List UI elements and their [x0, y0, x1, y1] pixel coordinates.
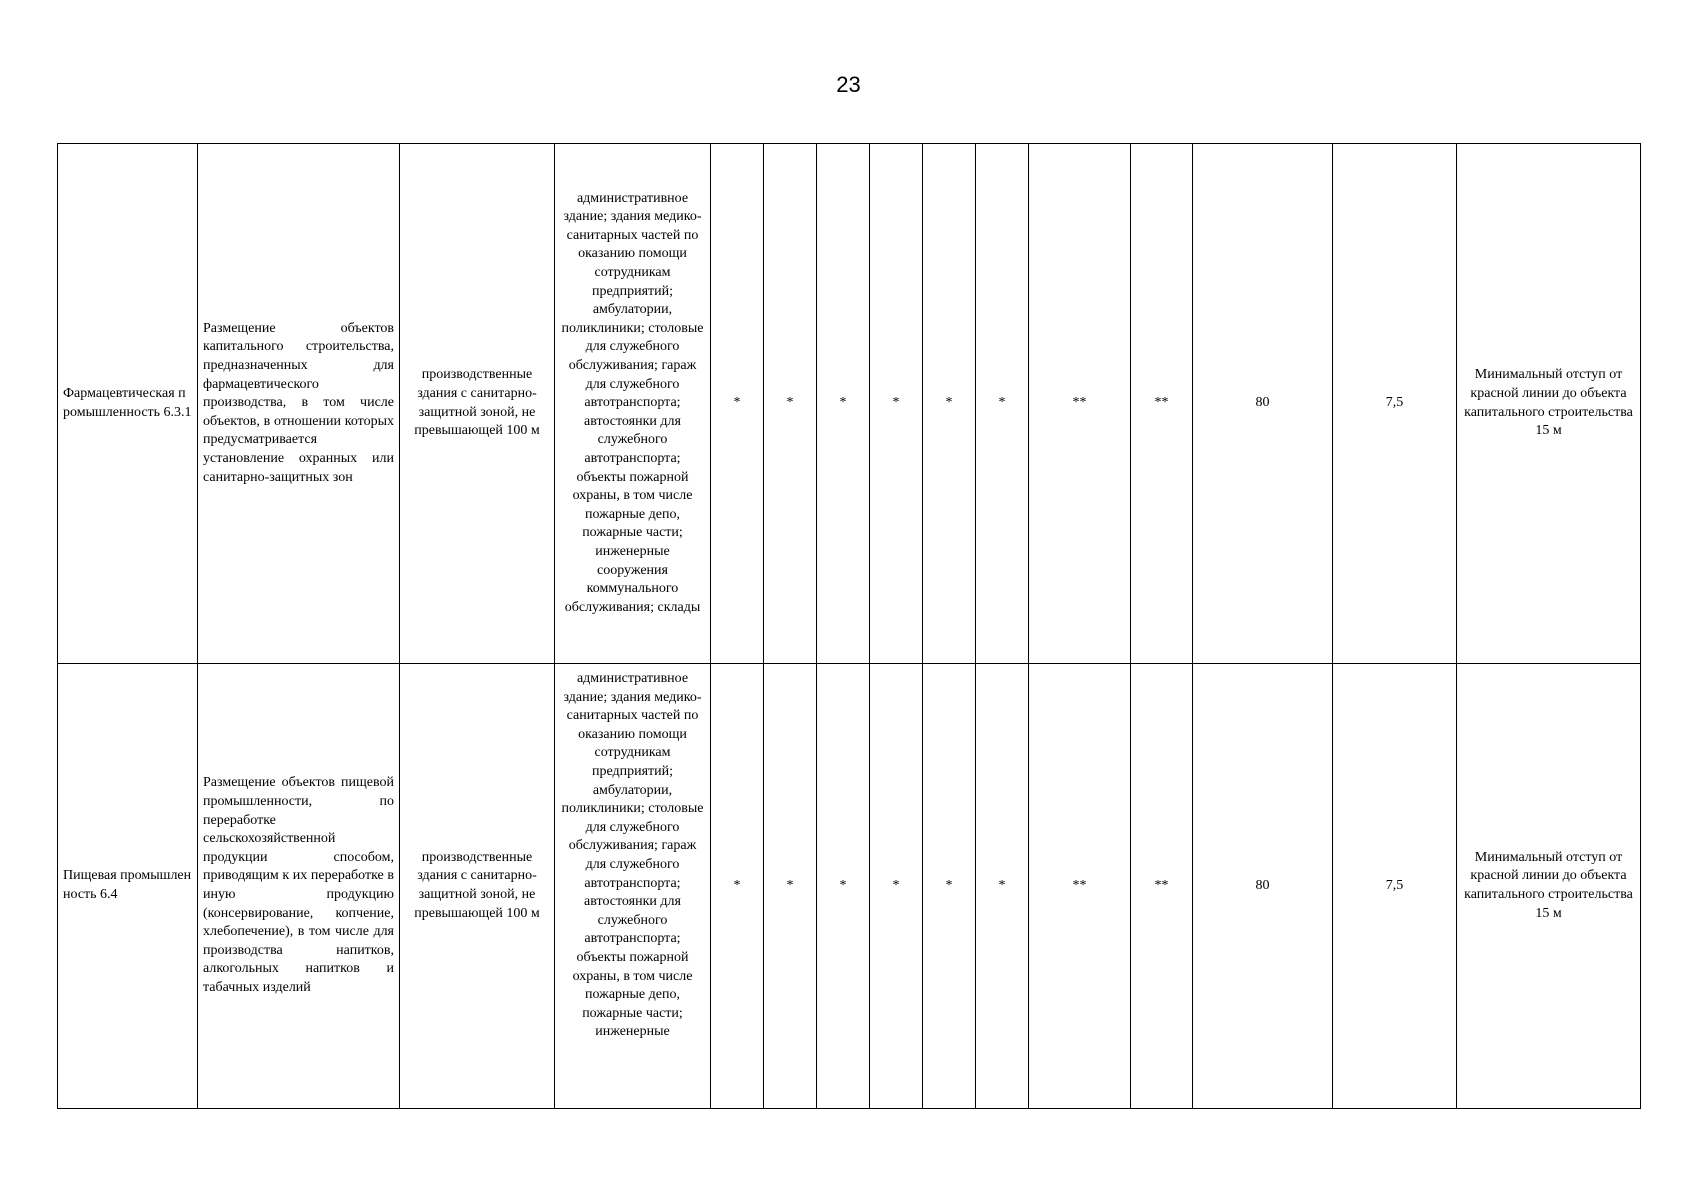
- use-type-description: Размещение объектов пищевой промышленности, по переработке сельскохозяйственной продукции способом, приводящим к их переработке в иную продукцию (консервирование, копчение, хлебопечение), в том числе для производства напитков, алкогольных напитков и табачных изделий: [198, 664, 400, 1109]
- param-cell: *: [817, 144, 870, 664]
- height-cell: 7,5: [1333, 664, 1457, 1109]
- page-number: 23: [836, 72, 861, 97]
- note-cell: Минимальный отступ от красной линии до объекта капитального строительства 15 м: [1457, 144, 1641, 664]
- param-cell: *: [764, 144, 817, 664]
- max-coverage-cell: 80: [1193, 144, 1333, 664]
- use-type-description: Размещение объектов капитального строительства, предназначенных для фармацевтического производства, в том числе объектов, в отношении которых предусматривается установление охранных или санитарно-защитных зон: [198, 144, 400, 664]
- max-coverage-cell: 80: [1193, 664, 1333, 1109]
- param-cell: **: [1029, 144, 1131, 664]
- auxiliary-use-cell: [555, 664, 711, 1109]
- param-cell: *: [976, 144, 1029, 664]
- param-cell: **: [1131, 144, 1193, 664]
- table-row: [58, 664, 1641, 1109]
- use-type-name: Фармацевтическая промышленность 6.3.1: [58, 144, 198, 664]
- main-use-cell: производственные здания с санитарно-защитной зоной, не превышающей 100 м: [400, 144, 555, 664]
- regulations-table: [57, 143, 1641, 1109]
- auxiliary-use-text: административное здание; здания медико-санитарных частей по оказанию помощи сотрудникам предприятий; амбулатории, поликлиники; столовые для служебного обслуживания; гараж для служебного автотранспорта; автостоянки для служебного автотранспорта; объекты пожарной охраны, в том числе пожарные депо, пожарные части; инженерные: [561, 671, 704, 1040]
- param-cell: *: [923, 144, 976, 664]
- param-cell: *: [711, 664, 764, 1109]
- param-cell: *: [976, 664, 1029, 1109]
- param-cell: *: [923, 664, 976, 1109]
- param-cell: *: [764, 664, 817, 1109]
- note-cell: Минимальный отступ от красной линии до объекта капитального строительства 15 м: [1457, 664, 1641, 1109]
- param-cell: *: [870, 144, 923, 664]
- param-cell: **: [1029, 664, 1131, 1109]
- param-cell: **: [1131, 664, 1193, 1109]
- table-row: [58, 144, 1641, 664]
- param-cell: *: [817, 664, 870, 1109]
- param-cell: *: [870, 664, 923, 1109]
- main-use-cell: производственные здания с санитарно-защитной зоной, не превышающей 100 м: [400, 664, 555, 1109]
- height-cell: 7,5: [1333, 144, 1457, 664]
- param-cell: *: [711, 144, 764, 664]
- use-type-name: Пищевая промышленность 6.4: [58, 664, 198, 1109]
- auxiliary-use-cell: административное здание; здания медико-санитарных частей по оказанию помощи сотрудникам предприятий; амбулатории, поликлиники; столовые для служебного обслуживания; гараж для служебного автотранспорта; автостоянки для служебного автотранспорта; объекты пожарной охраны, в том числе пожарные депо, пожарные части; инженерные сооружения коммунального обслуживания; склады: [555, 144, 711, 664]
